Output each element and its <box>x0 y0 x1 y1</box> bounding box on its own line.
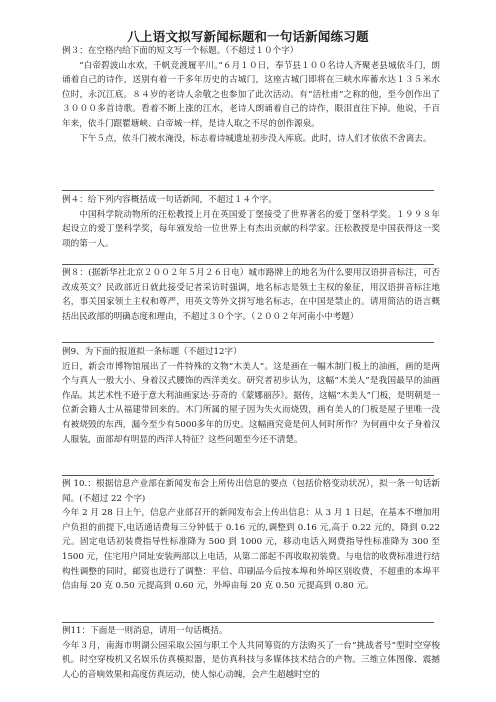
exercise-3-prompt: 例３：在空格内给下面的短文写一个标题。（不超过１０个字） <box>62 46 299 56</box>
exercise-3-body-2: 下午５点，依斗门被水淹没，标志着诗城遗址初步没入库底。此时，诗人们才依依不舍离去。 <box>79 133 432 144</box>
exercise-8-body: 例８：(据新华社北京２００２年５月２６日电）城市路牌上的地名为什么要用汉语拼音标注，可否改成英文？民政部近日就此接受记者采访时强调，地名标志是领土主权的象征，用汉语拼音标注地名，事关国家领土主权和尊严，用英文等外文拼写地名标志，在中国是禁止的。请用简洁的语言概括出民政部的明确态度和理由，不超过３０个字。（２００２年河南小中考题） <box>62 268 440 322</box>
section-divider <box>62 475 434 476</box>
exercise-3 <box>62 44 440 146</box>
exercise-9-body: 近日，新会市博物馆展出了一件特殊的文物“木美人”。这是画在一幅木制门板上的油画，画的是两个与真人一般大小、身着汉式腰饰的西洋美女。研究者初步认为，这幅“木美人”是我国最早的油画作品。其艺术性不逊于意大利油画家达·芬奇的《蒙娜丽莎》。据传，这幅“木美人”门板，是明朝是一位新会籍人士从福建带回来的。木门所属的屋子因为失火而烧毁，画有美人的门板是屋子里唯一没有被烧毁的东西，漏今至少有5000多年的历史。这幅画究竟是何人何时所作？为何画中女子身着汉人服装，面部却有明显的西洋人特征？这些问题至今还不清楚。 <box>62 361 440 445</box>
exercise-9-prompt: 例9、为下面的报道拟一条标题（不超过12字） <box>62 347 242 357</box>
document-title: 八上语文拟写新闻标题和一句话新闻练习题 <box>127 29 369 44</box>
exercise-10 <box>62 477 440 594</box>
exercise-10-prompt: 例 10.：根据信息产业部在新闻发布会上所传出信息的要点（包括价格变动状况），拟一条一句话新闻。(不超过 22 个字) <box>62 479 440 504</box>
exercise-11 <box>62 624 440 682</box>
exercise-3-body: “白帝碧波山水欢，千帆竞渡履平川。”６月１０日，奉节县１００名诗人齐聚老县城依斗门，朗诵着自己的诗作，送别有着一千多年历史的古城门，这座古城门即将在三峡水库蓄水达１３５米水位时，永沉江底。８４岁的老诗人余敬之也参加了此次活动。有“活杜甫”之称的他，至今创作出了３０００多首诗歌。看着不断上涨的江水，老诗人朗诵着自己的诗作，眼泪直往下掉。他说，千百年来，依斗门跟瞿塘峡、白帝城一样，是诗人取之不尽的创作源泉。 <box>62 60 440 129</box>
section-divider <box>62 264 434 265</box>
exercise-10-body: 今年 2 月 28 日上午，信息产业部召开的新闻发布会上传出信息：从 3 月 1 日起，在基本不增加用户负担的前提下,电话通话费每三分钟低于 0.16 元的,调整到 0.16 元,高于 0.22 元的，降到 0.22 元。固定电话初装费指导性标准降为 500 到 1000 元，移动电话入网费指导性标准降为 300 至 1500 元，住宅用户同址安装两部以上电话，从第二部起不再收取初装费。与电信的收费标准进行结构性调整的同时，邮资也进行了调整：平信、印刷品今后按本埠和外埠区别收费，不超重的本埠平信由每 20 克 0.50 元提高到 0.60 元，外埠由每 20 克 0.50 元提高到 0.80 元。 <box>62 508 440 592</box>
exercise-11-body: 今年３月，南海市明湖公园采取公园与职工个人共同筹资的方法购买了一台“挑战者号”型时空穿梭机。时空穿梭机又名娱乐仿真模拟器，是仿真科技与多媒体技术结合的产物。三维立体图像、震撼人心的音响效果和高度仿真运动，使人惊心动魄，会产生超越时空的 <box>62 640 440 680</box>
section-divider <box>62 190 434 191</box>
section-divider <box>62 622 434 623</box>
section-divider <box>62 342 434 343</box>
exercise-4 <box>62 193 440 251</box>
exercise-4-prompt: 例４：给下列内容概括成一句话新闻，不超过１４个字。 <box>62 195 277 205</box>
exercise-4-body: 中国科学院动物所的汪松教授上月在英国爱丁堡接受了世界著名的爱丁堡科学奖。１９９８年起设立的爱丁堡科学奖，每年颁发给一位世界上有杰出贡献的科学家。汪松教授是中国获得这一奖项的第一人。 <box>62 209 440 249</box>
exercise-9 <box>62 345 440 447</box>
exercise-11-prompt: 例11：下面是一则消息，请用一句话概括。 <box>62 626 228 636</box>
exercise-8 <box>62 266 440 324</box>
